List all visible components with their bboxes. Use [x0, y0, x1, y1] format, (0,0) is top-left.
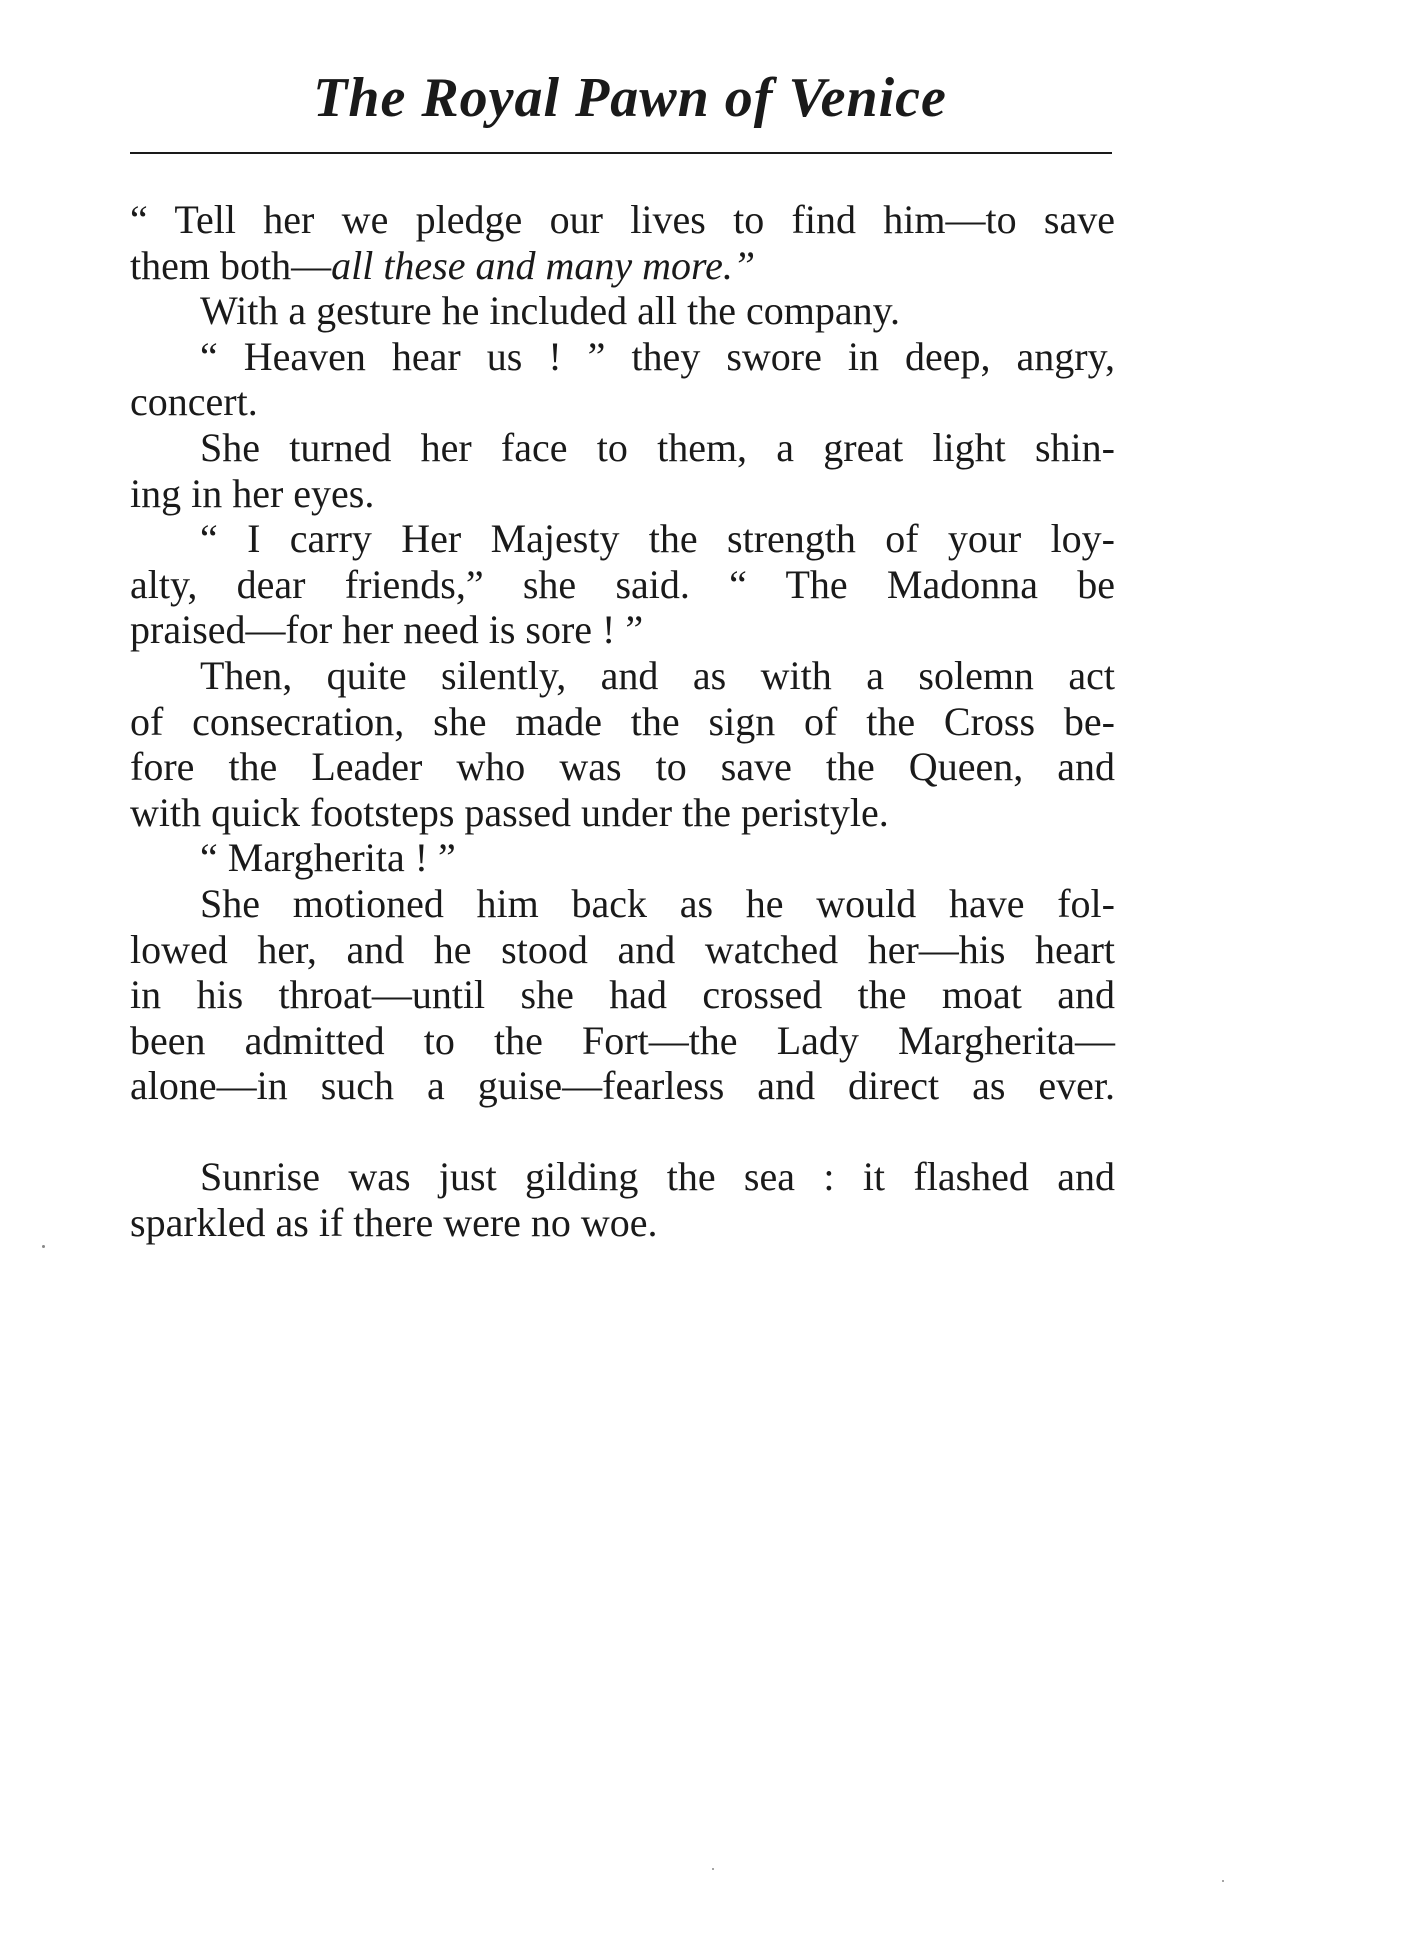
- text-line: [130, 243, 1115, 289]
- text-line: [130, 425, 1115, 471]
- header-rule: [130, 152, 1112, 154]
- line-text: “ Tell her we pledge our lives to find him—to save: [130, 197, 1115, 242]
- text-line: [130, 927, 1115, 973]
- line-text: praised—for her need is sore ! ”: [130, 607, 644, 653]
- line-text: alty, dear friends,” she said. “ The Madonna be: [130, 561, 1115, 607]
- text-line: [130, 562, 1115, 608]
- text-line: [130, 744, 1115, 790]
- line-text: with quick footsteps passed under the peristyle.: [130, 789, 889, 835]
- line-text: With a gesture he included all the company.: [200, 288, 900, 334]
- italic-text: all these and many more.”: [331, 242, 756, 288]
- text-line: [130, 288, 1115, 334]
- line-text: in his throat—until she had crossed the moat and: [130, 972, 1115, 1018]
- line-text: alone—in such a guise—fearless and direct as ever.: [130, 1063, 1115, 1109]
- line-text: “ I carry Her Majesty the strength of your loy-: [200, 516, 1115, 562]
- body-text: [130, 197, 1115, 1246]
- text-line: [130, 516, 1115, 562]
- text-line: [130, 334, 1115, 380]
- line-text: of consecration, she made the sign of the Cross be-: [130, 698, 1115, 744]
- scan-speck: [712, 1868, 714, 1870]
- text-line: [130, 699, 1115, 745]
- line-text: concert.: [130, 379, 258, 425]
- line-text: Sunrise was just gilding the sea : it flashed and: [200, 1154, 1115, 1200]
- text-line: [130, 1018, 1115, 1064]
- text-line: [130, 835, 1115, 881]
- line-text: sparkled as if there were no woe.: [130, 1200, 658, 1246]
- text-line: [130, 790, 1115, 836]
- line-text: “ Heaven hear us ! ” they swore in deep, angry,: [200, 333, 1115, 379]
- text-line: [130, 1063, 1115, 1109]
- scan-speck: [42, 1245, 45, 1248]
- text-line: [130, 881, 1115, 927]
- text-line: [130, 607, 1115, 653]
- line-text: Then, quite silently, and as with a solemn act: [200, 652, 1115, 698]
- text-line: [130, 471, 1115, 517]
- line-text: “ Margherita ! ”: [200, 835, 456, 881]
- running-head: The Royal Pawn of Venice: [313, 67, 947, 129]
- scan-speck: [1222, 1880, 1224, 1882]
- text-line: [130, 972, 1115, 1018]
- line-text: lowed her, and he stood and watched her—his heart: [130, 926, 1115, 972]
- text-line: [130, 653, 1115, 699]
- line-text: been admitted to the Fort—the Lady Margherita—: [130, 1017, 1115, 1063]
- line-text: She turned her face to them, a great light shin-: [200, 424, 1115, 470]
- text-line: [130, 379, 1115, 425]
- text-line: [130, 1154, 1115, 1200]
- text-line: [130, 197, 1115, 243]
- line-text: them both—: [130, 242, 332, 288]
- line-text: fore the Leader who was to save the Queen, and: [130, 744, 1115, 790]
- line-text: She motioned him back as he would have fol-: [200, 880, 1115, 926]
- line-text: ing in her eyes.: [130, 470, 375, 516]
- text-line: [130, 1200, 1115, 1246]
